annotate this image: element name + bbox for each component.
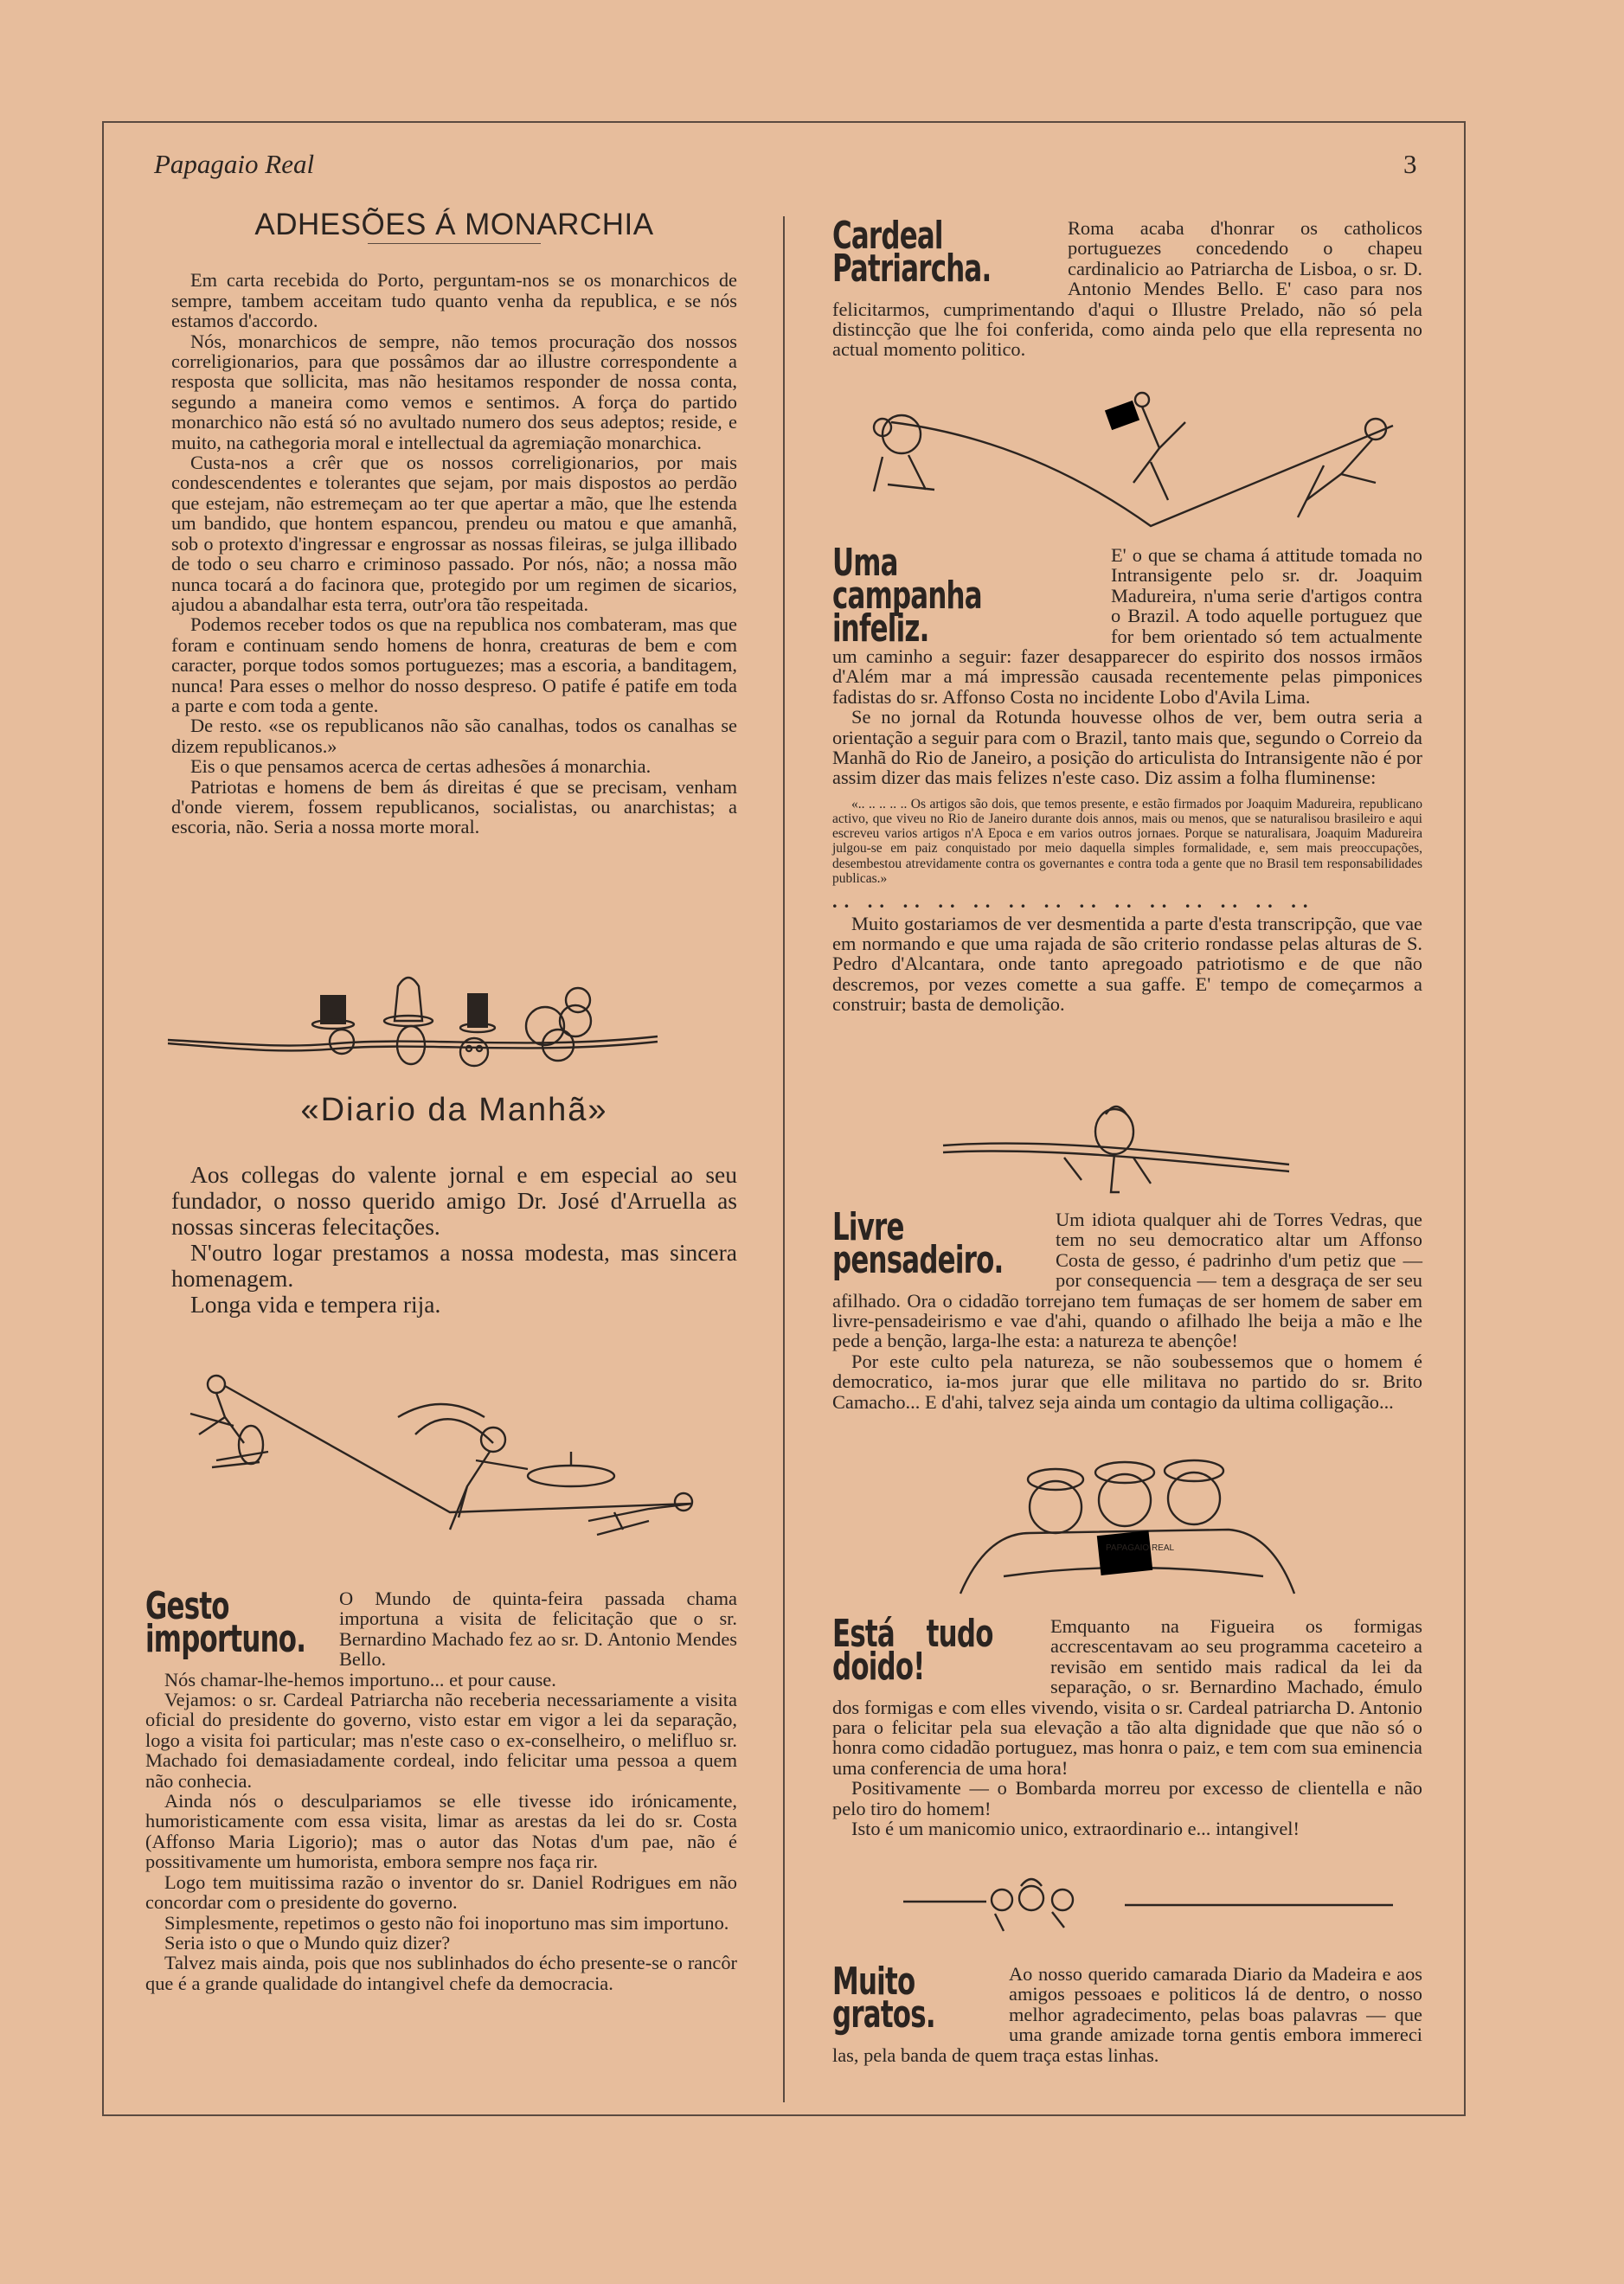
gesto-title: Gesto importuno. <box>145 1584 306 1661</box>
adhesoes-title: ADHESÕES Á MONARCHIA <box>254 208 654 241</box>
livre-title: Livre pensadeiro. <box>832 1205 1004 1282</box>
left-column <box>171 208 737 838</box>
hats-caricature-illustration <box>164 969 666 1081</box>
adhesoes-paragraph: Nós, monarchicos de sempre, não temos procuração dos nossos correligionarios, para que possâmos dar ao illustre correspondente a resposta que sollicita, mas não hesitamos responder de nossa conta, segundo a maneira como vemos e sentimos. A força do partido monarchico não está só no avultado numero dos seus adeptos; reside, e muito, na cathegoria moral e intellectual da agremiação monarchica. <box>171 330 737 453</box>
campanha-title: Uma campanha infeliz. <box>832 541 982 651</box>
adhesoes-paragraph: Podemos receber todos os que na republica nos combateram, mas que foram e continuam sendo homens de honra, creaturas de bem e com caracter, porque todos somos portuguezes; mas a escoria, a banditagem, nunca! Para esses o melhor do nosso despreso. O patife é patife em toda a parte e com toda a gente. <box>171 613 737 716</box>
adhesoes-paragraph: Patriotas e homens de bem ás direitas é que se precisam, venham d'onde vierem, fossem republicanos, socialistas, ou anarchistas; a escoria, não. Seria a nossa morte moral. <box>171 775 737 838</box>
page-number: 3 <box>1403 149 1417 179</box>
faces-divider-illustration <box>900 1865 1402 1943</box>
running-title: Papagaio Real <box>154 149 315 179</box>
tudo-title: Está tudo doido! <box>832 1612 993 1689</box>
gratos-paragraph: Ao nosso querido camarada Diario da Madeira e aos amigos pessoaes e politicos lá de dentro, o nosso melhor agradecimento, pelas boas palavras — que uma grande amizade torna gentis embora immereci las, pela banda de quem traça estas linhas. <box>832 1963 1422 2066</box>
gesto-paragraph: Ainda nós o desculpariamos se elle tivesse ido irónicamente, humoristicamente com essa visita, limar as arestas da lei do sr. Costa (Affonso Maria Ligorio); mas o autor das Notas d'um pae, não é possitivamente um humorista, embora sempre nos faça rir. <box>145 1790 737 1873</box>
campanha-section <box>832 541 1422 1016</box>
adhesoes-paragraph: De resto. «se os republicanos não são canalhas, todos os canalhas se dizem republicanos.» <box>171 715 737 757</box>
tudo-paragraph: Isto é um manicomio unico, extraordinario e... intangivel! <box>851 1818 1300 1840</box>
adhesoes-paragraph: Eis o que pensamos acerca de certas adhesões á monarchia. <box>190 755 652 778</box>
cardeal-paragraph: Roma acaba d'honrar os catholicos portuguezes concedendo o chapeu cardinalicio ao Patriarcha de Lisboa, o sr. D. Antonio Mendes Bello. E' caso para nos felicitarmos, cumprimentando d'aqui o Illustre Prelado, não só pela distincção que lhe foi conferida, como ainda pelo que ella representa no actual momento politico. <box>832 217 1422 361</box>
gesto-paragraph: Vejamos: o sr. Cardeal Patriarcha não receberia necessariamente a visita oficial do presidente do governo, visto estar em vigor a lei da separação, logo a visita foi particular; mas n'este caso o ex-conselheiro, o melifluo sr. Machado foi demasiadamente cordeal, indo felicitar uma pessoa a quem não conhecia. <box>145 1689 737 1792</box>
title-underline <box>368 243 541 244</box>
livre-section <box>832 1205 1422 1413</box>
column-rule <box>783 216 785 2102</box>
campanha-paragraph: E' o que se chama á attitude tomada no Intransigente pelo sr. dr. Joaquim Madureira, n'uma serie d'artigos contra o Brazil. A todo aquelle portuguez que for bem orientado só tem actualmente um caminho a seguir: fazer desapparecer do espirito dos nossos irmãos d'Além mar a má impressão causada recentemente pelas pimponices fadistas do sr. Affonso Costa no incidente Lobo d'Avila Lima. <box>832 544 1422 708</box>
gesto-paragraph: Simplesmente, repetimos o gesto não foi inoportuno mas sim importuno. <box>164 1911 729 1934</box>
tudo-paragraph: Positivamente — o Bombarda morreu por excesso de clientella e não pelo tiro do homem! <box>832 1777 1422 1819</box>
tudo-section <box>832 1612 1422 1840</box>
three-men-caricature-illustration <box>952 1447 1298 1602</box>
diario-title: «Diario da Manhã» <box>300 1092 608 1128</box>
gratos-title: Muito gratos. <box>832 1960 935 2037</box>
gesto-paragraph: Seria isto o que o Mundo quiz dizer? <box>164 1931 451 1954</box>
diario-section <box>171 1092 737 1318</box>
diario-paragraph: Aos collegas do valente jornal e em especial ao seu fundador, o nosso querido amigo Dr. José d'Arruella as nossas sinceras felecitações. <box>171 1161 737 1241</box>
livre-paragraph: Um idiota qualquer ahi de Torres Vedras, que tem no seu democratico altar um Affonso Costa de gesso, é padrinho d'um petiz que — por consequencia — tem a desgraça de ser seu afilhado. Ora o cidadão torrejano tem fumaças de ser homem de saber em livre-pensadeirismo e vae d'ahi, quando o afilhado lhe beija a mão e lhe pede a benção, larga-lhe esta: a natureza te abençôe! <box>832 1209 1422 1352</box>
tightrope-caricature-illustration <box>857 388 1410 535</box>
adhesoes-paragraph: Em carta recebida do Porto, perguntam-nos se os monarchicos de sempre, tambem acceitam tudo quanto venha da republica, e se nós estamos d'accordo. <box>171 269 737 332</box>
gesto-paragraph: Nós chamar-lhe-hemos importuno... et pour cause. <box>164 1668 556 1691</box>
campanha-quote: «.. .. .. .. .. Os artigos são dois, que temos presente, e estão firmados por Joaquim Madureira, republicano activo, que viveu no Rio de Janeiro durante dois annos, mais ou menos, que se naturalisou brasileiro e aqui escreveu varios artigos n'A Epoca e em varios outros jornaes. Porque se naturalisara, Joaquim Madureira julgou-se em paiz conquistado por meio daquella simples formalidade, e, sem mais preoccupações, desembestou atrevidamente contra os governantes e contra toda a gente que no Brasil tem responsabilidades publicas.» <box>832 796 1422 886</box>
campanha-dots: .. .. .. .. .. .. .. .. .. .. .. .. .. .. <box>832 890 1315 913</box>
diario-paragraph: Longa vida e tempera rija. <box>190 1291 441 1318</box>
gesto-section <box>145 1584 737 1994</box>
sign-text: PAPAGAIO REAL <box>1106 1543 1175 1553</box>
dancer-caricature-illustration <box>164 1365 718 1573</box>
gesto-paragraph: Talvez mais ainda, pois que nos sublinhados do écho presente-se o rancôr que é a grande qualidade do intangivel chefe da democracia. <box>145 1952 737 1994</box>
gesto-paragraph: O Mundo de quinta-feira passada chama importuna a visita de felicitação que o sr. Bernardino Machado fez ao sr. D. Antonio Mendes Bello. <box>339 1588 737 1671</box>
campanha-paragraph: Muito gostariamos de ver desmentida a parte d'esta transcripção, que vae em normando e que uma rajada de são criterio rondasse pelas alturas de S. Pedro d'Alcantara, onde tanto apregoado patriotismo e de que não descremos, por vezes comette a sua gaffe. E' tempo de começarmos a construir; basta de demolição. <box>832 912 1422 1016</box>
gratos-section <box>832 1960 1422 2066</box>
diario-paragraph: N'outro logar prestamos a nossa modesta, mas sincera homenagem. <box>171 1239 737 1293</box>
adhesoes-paragraph: Custa-nos a crêr que os nossos correligionarios, por mais condescendentes e tolerantes que sejam, por mais dispostos ao perdão que estejam, não estremeçam ao ter que apertar a mão, que lhe estenda um bandido, que hontem espancou, prendeu ou matou e que amanhã, sob o protexto d'ingressar e engrossar as nossas fileiras, se julga illibado de todo o seu charro e criminoso passado. Por nós, não; a nossa mão nunca tocará a do facinora que, protegido por um regimen de sicarios, ajudou a abandalhar esta terra, outr'ora tão respeitada. <box>171 452 737 615</box>
livre-paragraph: Por este culto pela natureza, se não soubessemos que o homem é democratico, ia-mos jurar que elle militava no partido do sr. Brito Camacho... E d'ahi, talvez seja ainda um contagio da ultima colligação... <box>832 1350 1422 1413</box>
tudo-paragraph: Emquanto na Figueira os formigas accrescentavam ao seu programma caceteiro a revisão em sentido mais radical da lei da separação, o sr. Bernardino Machado, émulo dos formigas e com elles vivendo, visita o sr. Cardeal patriarcha D. Antonio para o felicitar pela sua elevação a tão alta dignidade que que não só o honra como cidadão portuguez, mas honra o paiz, e tem com sua eminencia uma conferencia de uma hora! <box>832 1615 1422 1779</box>
flying-figure-illustration <box>934 1097 1315 1201</box>
cardeal-section <box>832 214 1422 361</box>
campanha-paragraph: Se no jornal da Rotunda houvesse olhos de ver, bem outra seria a orientação a seguir para com o Brazil, tanto mais que, segundo o Correio da Manhã do Rio de Janeiro, a posição do articulista do Intransigente não é por assim dizer das mais felizes n'este caso. Diz assim a folha fluminense: <box>832 706 1422 789</box>
cardeal-title: Cardeal Patriarcha. <box>832 214 992 291</box>
gesto-paragraph: Logo tem muitissima razão o inventor do sr. Daniel Rodrigues em não concordar com o presidente do governo. <box>145 1870 737 1914</box>
